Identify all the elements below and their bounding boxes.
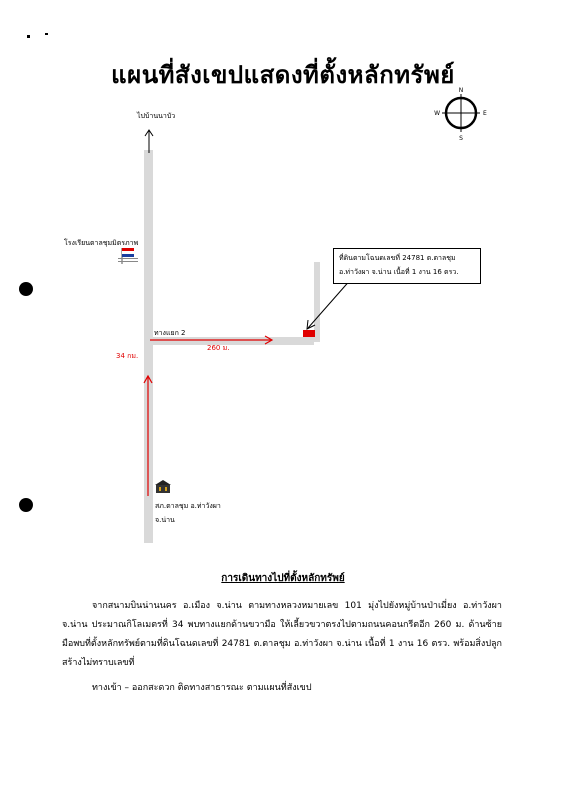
property-info-box (333, 248, 481, 284)
north-destination-label: ไปบ้านนาบัว (137, 112, 176, 120)
compass-s-label: S (459, 135, 463, 142)
stray-mark (27, 35, 30, 38)
police-station-icon (154, 479, 172, 495)
access-note: ทางเข้า – ออกสะดวก ติดทางสาธารณะ ตามแผนที่สังเขป (92, 683, 312, 693)
compass-rose (435, 84, 490, 142)
distance-east-label: 260 ม. (207, 344, 230, 352)
station-label-line2: จ.น่าน (155, 516, 175, 524)
map-title: แผนที่สังเขปแสดงที่ตั้งหลักทรัพย์ (111, 61, 455, 89)
directions-text (62, 597, 502, 698)
punch-hole-bottom (19, 498, 33, 512)
north-arrow-icon (143, 127, 155, 153)
route-arrow-north (141, 370, 155, 500)
station-label-line1: สภ.ตาลชุม อ.ท่าวังผา (155, 502, 221, 510)
punch-hole-top (19, 282, 33, 296)
junction-label: ทางแยก 2 (154, 329, 186, 337)
stray-mark (45, 33, 48, 35)
compass-w-label: W (434, 110, 440, 117)
school-icon (118, 246, 140, 266)
compass-n-label: N (458, 87, 464, 94)
property-info-line1: ที่ดินตามโฉนดเลขที่ 24781 ต.ตาลชุม (339, 254, 456, 262)
directions-paragraph: จากสนามบินน่านนคร อ.เมือง จ.น่าน ตามทางหลวงหมายเลข 101 มุ่งไปยังหมู่บ้านป่าเมี่ยง อ.ท่าวังผา จ.น่าน ประมาณกิโลเมตรที่ 34 พบทางแยกด้านขวามือ ให้เลี้ยวขวาตรงไปตามถนนคอนกรีตอีก 260 ม. ด้านซ้ายมือพบที่ตั้งหลักทรัพย์ตามที่ดินโฉนดเลขที่ 24781 ต.ตาลชุม อ.ท่าวังผา จ.น่าน เนื้อที่ 1 งาน 16 ตรว. พร้อมสิ่งปลูกสร้างไม่ทราบเลขที่ (62, 601, 502, 668)
school-label: โรงเรียนตาลชุมมิตรภาพ (64, 239, 139, 247)
compass-e-label: E (483, 110, 487, 117)
property-info-line2: อ.ท่าวังผา จ.น่าน เนื้อที่ 1 งาน 16 ตรว. (339, 268, 459, 276)
directions-heading: การเดินทางไปที่ตั้งหลักทรัพย์ (221, 573, 345, 584)
distance-north-label: 34 กม. (116, 352, 139, 360)
